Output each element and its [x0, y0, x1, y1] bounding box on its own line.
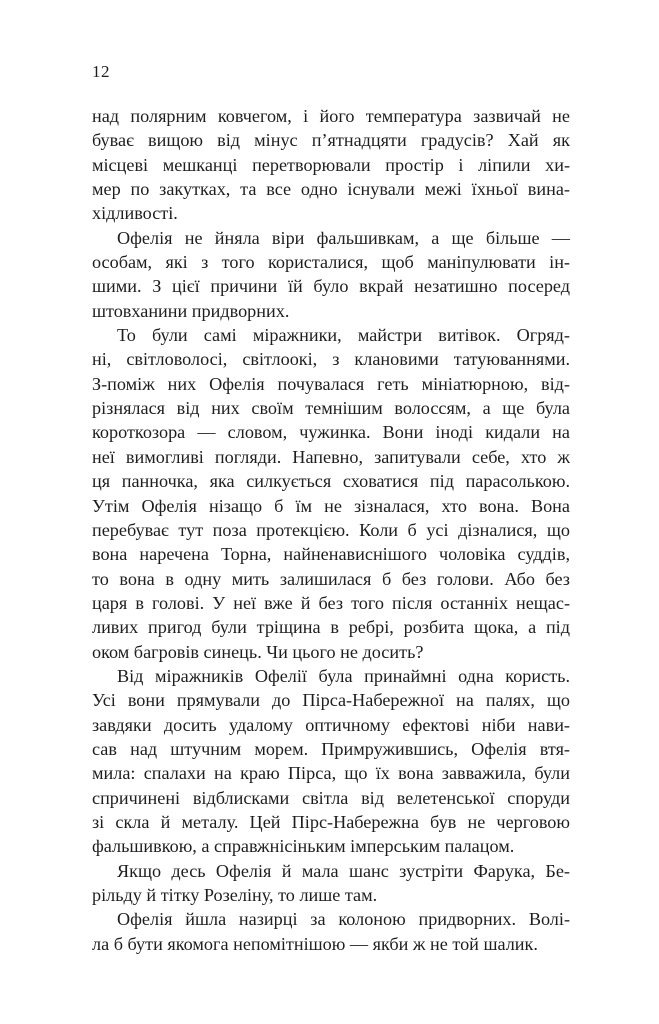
paragraph	[92, 907, 570, 956]
paragraph	[92, 226, 570, 323]
paragraph	[92, 323, 570, 664]
text-line: шими. З цієї причини їй було вкрай незатишно посеред	[92, 276, 570, 297]
text-line: над полярним ковчегом, і його температура зазвичай не	[92, 106, 570, 126]
paragraph	[92, 104, 570, 226]
page-number: 12	[92, 62, 110, 81]
paragraph	[92, 859, 570, 908]
text-line: мила: спалахи на краю Пірса, що їх вона завважила, були	[92, 763, 570, 784]
paragraph	[92, 664, 570, 859]
text-line: неї вимогливі погляди. Напевно, запитували себе, хто ж	[92, 446, 570, 467]
text-line: різнялася від них своїм темнішим волоссям, а ще була	[92, 398, 570, 419]
text-line: вона наречена Торна, найненависнішого чоловіка суддів,	[92, 544, 570, 565]
text-line: ця панночка, яка силкується сховатися під парасолькою.	[92, 471, 570, 492]
text-line: царя в голові. У неї вже й без того після останніх нещас-	[92, 592, 570, 613]
text-line: ла б бути якомога непомітнішою — якби ж не той шалик.	[92, 933, 538, 954]
text-line: місцеві мешканці перетворювали простір і ліпили хи-	[92, 154, 570, 175]
text-line: ні, світловолосі, світлоокі, з клановими татуюваннями.	[92, 349, 570, 370]
text-line: сав над штучним морем. Примружившись, Офелія втя-	[92, 738, 570, 759]
text-line: спричинені відблисками світла від велетенської споруди	[92, 787, 570, 808]
text-line: короткозора — словом, чужинка. Вони іноді кидали на	[92, 422, 570, 443]
text-line: Утім Офелія нізащо б їм не зізналася, хто вона. Вона	[92, 495, 570, 516]
text-line: Усі вони прямували до Пірса-Набережної на палях, що	[92, 690, 570, 711]
text-line: Офелія йшла назирці за колоною придворних. Волі-	[117, 909, 570, 930]
text-line: фальшивкою, а справжнісіньким імперським палацом.	[92, 836, 515, 857]
text-line: мер по закутках, та все одно існували межі їхньої вина-	[92, 179, 570, 200]
text-line: хідливості.	[92, 203, 178, 224]
text-line: То були самі міражники, майстри витівок. Огряд-	[117, 325, 570, 346]
text-line: рільду й тітку Розеліну, то лише там.	[92, 885, 378, 905]
text-line: оком багровів синець. Чи цього не досить?	[92, 641, 424, 662]
text-line: З-поміж них Офелія почувалася геть мініатюрною, від-	[92, 373, 570, 394]
text-line: зі скла й металу. Цей Пірс-Набережна був не черговою	[92, 811, 570, 832]
text-line: буває вищою від мінус п’ятнадцяти градусів? Хай як	[92, 130, 570, 151]
text-line: особам, які з того користалися, щоб маніпулювати ін-	[92, 252, 570, 273]
text-line: Якщо десь Офелія й мала шанс зустріти Фарука, Бе-	[117, 860, 570, 881]
text-line: перебуває тут поза протекцією. Коли б усі дізналися, що	[92, 519, 570, 540]
text-line: Офелія не йняла віри фальшивкам, а ще більше —	[117, 227, 570, 248]
body-text	[92, 104, 570, 956]
text-line: то вона в одну мить залишилася б без голови. Або без	[92, 568, 570, 589]
text-line: завдяки досить удалому оптичному ефектові ніби нави-	[92, 714, 570, 735]
text-line: Від міражників Офелії була принаймні одна користь.	[117, 665, 570, 686]
text-line: ливих пригод були тріщина в ребрі, розбита щока, а під	[92, 617, 570, 638]
text-line: штовханини придворних.	[92, 300, 290, 321]
